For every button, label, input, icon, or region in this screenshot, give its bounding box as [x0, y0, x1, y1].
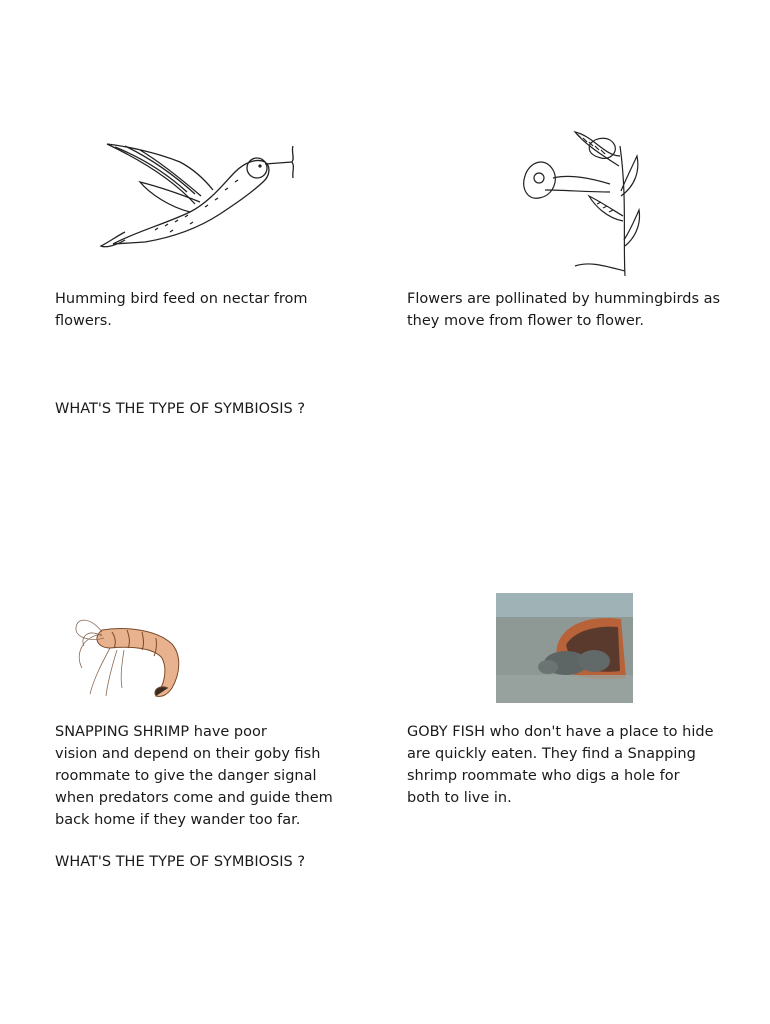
- goby-fish-caption: GOBY FISH who don't have a place to hide are quickly eaten. They find a Snapping shrimp roommate who digs a hole for both to live in.: [407, 724, 714, 806]
- shrimp-caption: SNAPPING SHRIMP have poor vision and depend on their goby fish roommate to give the danger signal when predators come and guide them back home if they wander too far.: [55, 724, 333, 828]
- goby-fish-photo: [496, 593, 633, 703]
- symbiosis-question: WHAT'S THE TYPE OF SYMBIOSIS ?: [55, 854, 306, 870]
- shrimp-illustration: [72, 608, 187, 700]
- symbiosis-question: WHAT'S THE TYPE OF SYMBIOSIS ?: [55, 401, 306, 417]
- hummingbird-illustration: [95, 132, 305, 252]
- flower-caption: Flowers are pollinated by hummingbirds as they move from flower to flower.: [407, 291, 721, 329]
- flower-illustration: [515, 126, 645, 281]
- hummingbird-caption: Humming bird feed on nectar from flowers.: [55, 291, 308, 329]
